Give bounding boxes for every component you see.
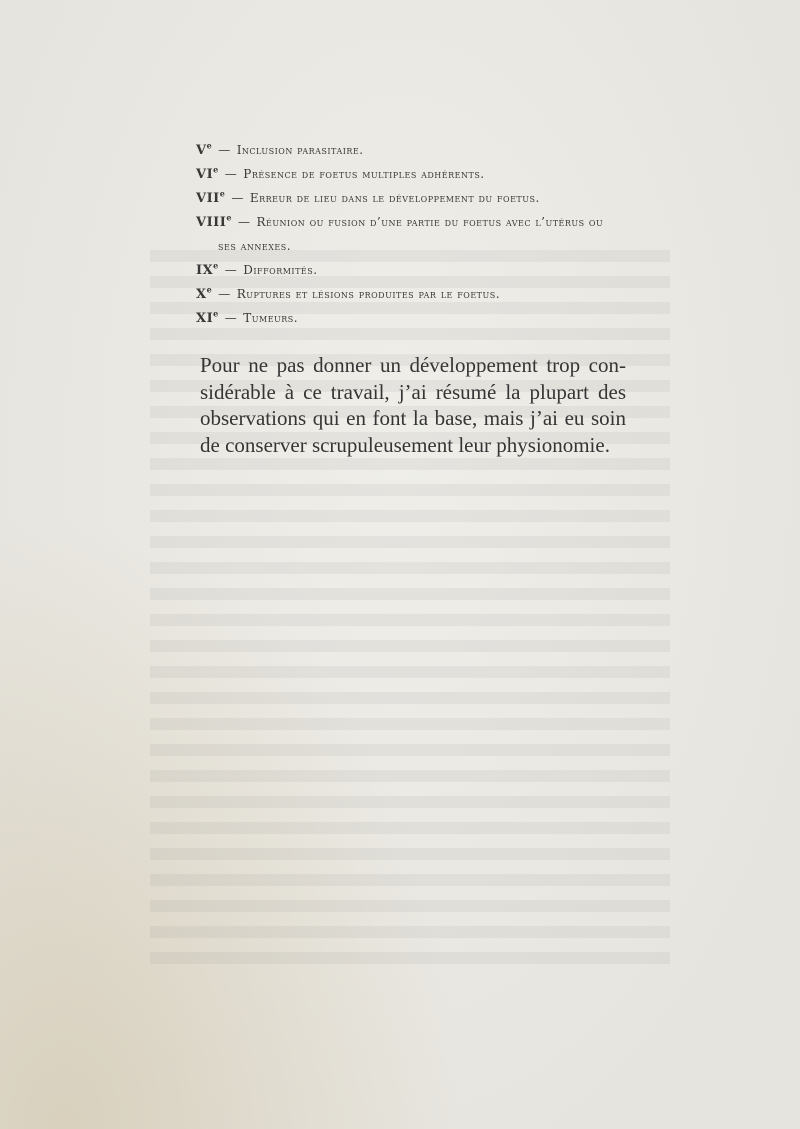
item-label: Présence de foetus multiples adhérents. [243,167,485,181]
list-item-continuation: ses annexes. [218,239,292,253]
item-label: Difformités. [243,263,318,277]
item-number: IXe [196,260,219,278]
list-item: Ve — Inclusion parasitaire. [196,140,364,158]
paragraph-line: de conserver scrupuleusement leur physionomie. [200,432,610,457]
item-label: Erreur de lieu dans le développement du foetus. [249,191,540,205]
item-label: Tumeurs. [243,311,299,325]
body-paragraph [200,352,626,458]
list-item: VIe — Présence de foetus multiples adhérents. [196,164,485,182]
item-number: Ve [196,140,213,158]
item-number: VIIIe [196,212,232,230]
item-label: Ruptures et lésions produites par le foetus. [236,287,501,301]
paragraph-line: sidérable à ce travail, j’ai résumé la plupart des [200,379,626,404]
list-item: IXe — Difformités. [196,260,318,278]
item-number: VIIe [196,188,226,206]
list-item: VIIe — Erreur de lieu dans le développement du foetus. [196,188,540,206]
item-number: XIe [196,308,219,326]
item-label: Réunion ou fusion d’une partie du foetus avec l’utérus ou [256,215,604,229]
item-number: VIe [196,164,219,182]
list-item: Xe — Ruptures et lésions produites par le foetus. [196,284,501,302]
paragraph-line: Pour ne pas donner un développement trop con- [200,353,626,377]
item-label: Inclusion parasitaire. [236,143,364,157]
item-number: Xe [196,284,213,302]
list-item: VIIIe — Réunion ou fusion d’une partie du foetus avec l’utérus ou [196,212,604,230]
list-item: XIe — Tumeurs. [196,308,299,326]
class-list [196,138,656,330]
paragraph-line: observations qui en font la base, mais j’ai eu soin [200,406,626,430]
